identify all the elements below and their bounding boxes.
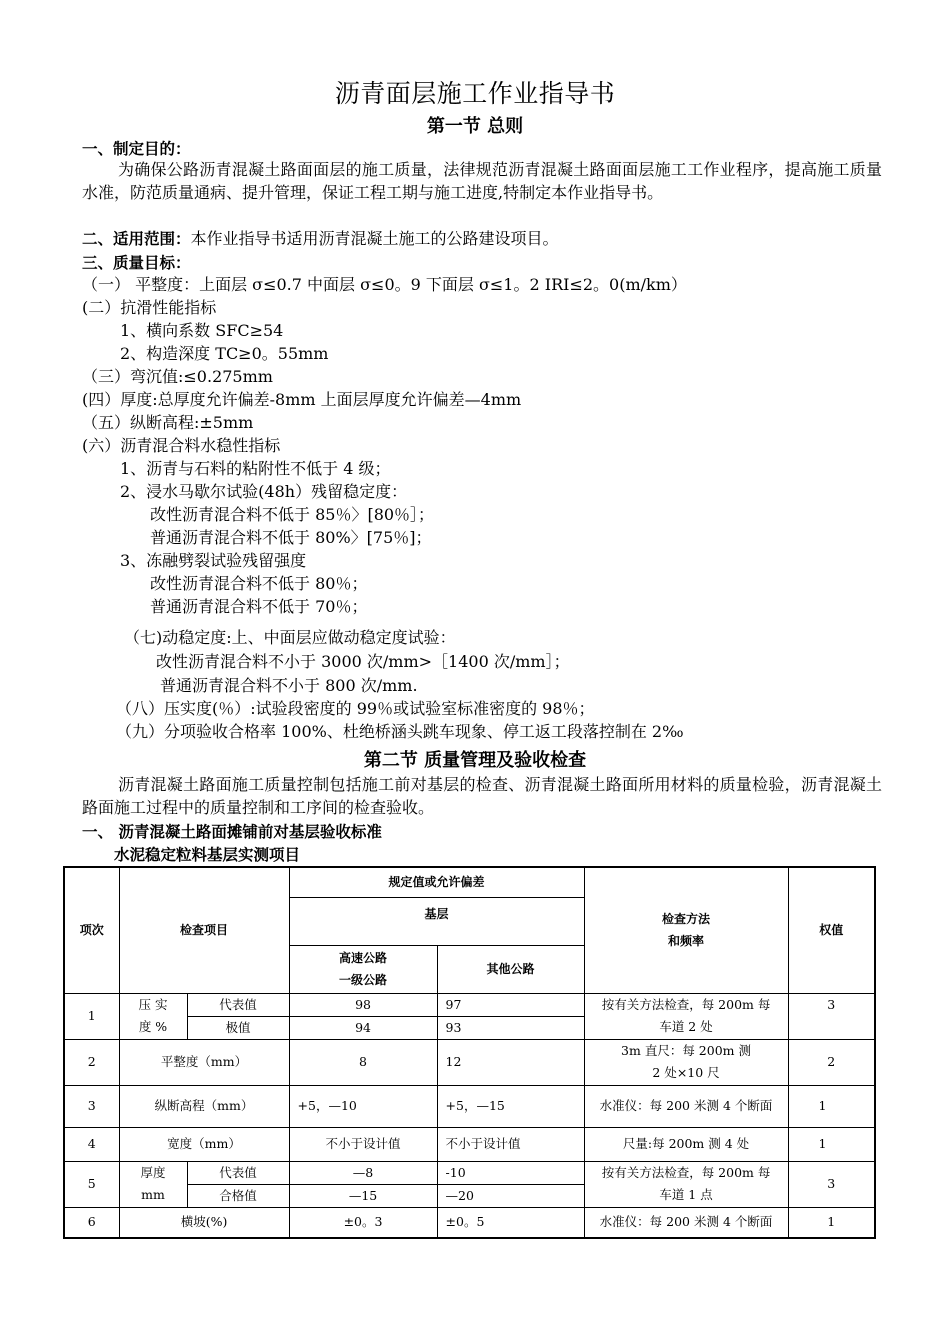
header-highway: 高速公路 一级公路 xyxy=(289,945,437,993)
table-title: 水泥稳定粒料基层实测项目 xyxy=(114,846,301,864)
target-item: （八）压实度(％）:试验段密度的 99％或试验室标准密度的 98％； xyxy=(116,699,595,718)
row-no: 4 xyxy=(64,1127,119,1161)
row-subitem: 代表值 xyxy=(187,1161,289,1184)
row-other: ±0。5 xyxy=(437,1207,584,1238)
target-item: 1、横向系数 SFC≥54 xyxy=(120,321,284,340)
row-method: 尺量:每 200m 测 4 处 xyxy=(584,1127,788,1161)
row-other: -10 xyxy=(437,1161,584,1184)
section2-heading: 第二节 质量管理及验收检查 xyxy=(363,750,587,771)
table-row xyxy=(64,993,875,1016)
target-item: 普通沥青混合料不小于 800 次/mm. xyxy=(160,676,418,695)
target-item: （九）分项验收合格率 100%、杜绝桥涵头跳车现象、停工返工段落控制在 2‰ xyxy=(116,722,684,741)
row-weight: 1 xyxy=(788,1207,875,1238)
header-item: 检查项目 xyxy=(119,867,289,993)
row-method: 按有关方法检查，每 200m 每 车道 2 处 xyxy=(584,993,788,1039)
row-method: 水准仪：每 200 米测 4 个断面 xyxy=(584,1207,788,1238)
scope-heading: 二、适用范围： xyxy=(82,230,191,248)
inspection-table xyxy=(63,866,876,1239)
purpose-heading: 一、制定目的： xyxy=(82,140,191,158)
target-item: （五）纵断高程:±5mm xyxy=(82,413,254,432)
table-row xyxy=(64,1039,875,1085)
row-other: 12 xyxy=(437,1039,584,1085)
table-row xyxy=(64,1085,875,1127)
row-method: 3m 直尺：每 200m 测 2 处×10 尺 xyxy=(584,1039,788,1085)
row-weight: 1 xyxy=(788,1085,875,1127)
row-weight: 2 xyxy=(788,1039,875,1085)
header-no: 项次 xyxy=(64,867,119,993)
row-highway: +5，—10 xyxy=(289,1085,437,1127)
target-item: (四）厚度:总厚度允许偏差-8mm 上面层厚度允许偏差—4mm xyxy=(82,390,522,409)
row-method: 按有关方法检查，每 200m 每 车道 1 点 xyxy=(584,1161,788,1207)
target-item: 改性沥青混合料不低于 85％〉[80％］； xyxy=(150,505,435,524)
row-highway: 不小于设计值 xyxy=(289,1127,437,1161)
row-item: 横坡(%) xyxy=(119,1207,289,1238)
row-weight: 3 xyxy=(788,993,875,1039)
scope-line xyxy=(82,227,559,251)
target-item: 3、冻融劈裂试验残留强度 xyxy=(120,551,307,570)
row-subitem: 代表值 xyxy=(187,993,289,1016)
row-subitem: 合格值 xyxy=(187,1184,289,1207)
row-subitem: 极值 xyxy=(187,1016,289,1039)
row-other: —20 xyxy=(437,1184,584,1207)
row-item: 厚度 mm xyxy=(119,1161,187,1207)
row-other: 不小于设计值 xyxy=(437,1127,584,1161)
header-other: 其他公路 xyxy=(437,945,584,993)
row-item: 压 实 度 % xyxy=(119,993,187,1039)
row-weight: 1 xyxy=(788,1127,875,1161)
target-item: （三）弯沉值:≤0.275mm xyxy=(82,367,273,386)
row-highway: ±0。3 xyxy=(289,1207,437,1238)
target-item: 1、沥青与石料的粘附性不低于 4 级； xyxy=(120,459,391,478)
target-item: (二）抗滑性能指标 xyxy=(82,298,217,317)
row-item: 平整度（mm） xyxy=(119,1039,289,1085)
row-highway: 94 xyxy=(289,1016,437,1039)
row-highway: 98 xyxy=(289,993,437,1016)
row-weight: 3 xyxy=(788,1161,875,1207)
table-row xyxy=(64,1161,875,1184)
row-no: 1 xyxy=(64,993,119,1039)
target-item: 改性沥青混合料不小于 3000 次/mm>［1400 次/mm］； xyxy=(156,652,570,671)
target-item: (六）沥青混合料水稳性指标 xyxy=(82,436,281,455)
document-title: 沥青面层施工作业指导书 xyxy=(334,79,616,108)
table-header-row xyxy=(64,867,875,897)
row-no: 5 xyxy=(64,1161,119,1207)
header-spec: 规定值或允许偏差 xyxy=(289,867,584,897)
target-item: 普通沥青混合料不低于 70％； xyxy=(150,597,368,616)
row-no: 2 xyxy=(64,1039,119,1085)
target-item: 2、构造深度 TC≥0。55mm xyxy=(120,344,329,363)
target-item: 普通沥青混合料不低于 80%〉[75％]； xyxy=(150,528,432,547)
purpose-text: 为确保公路沥青混凝土路面面层的施工质量，法律规范沥青混凝土路面面层施工工作业程序，提高施工质量水准，防范质量通病、提升管理，保证工程工期与施工进度,特制定本作业指导书。 xyxy=(82,160,882,202)
table-row xyxy=(64,1207,875,1238)
row-highway: 8 xyxy=(289,1039,437,1085)
row-other: +5，—15 xyxy=(437,1085,584,1127)
row-method: 水准仪：每 200 米测 4 个断面 xyxy=(584,1085,788,1127)
target-item: 改性沥青混合料不低于 80％； xyxy=(150,574,368,593)
row-item: 宽度（mm） xyxy=(119,1127,289,1161)
row-highway: —15 xyxy=(289,1184,437,1207)
header-base: 基层 xyxy=(289,897,584,945)
section1-heading: 第一节 总则 xyxy=(426,116,524,137)
row-no: 6 xyxy=(64,1207,119,1238)
row-no: 3 xyxy=(64,1085,119,1127)
section2-subheading: 一、 沥青混凝土路面摊铺前对基层验收标准 xyxy=(82,823,382,841)
target-item: （一） 平整度：上面层 σ≤0.7 中面层 σ≤0。9 下面层 σ≤1。2 IRI≤2。0(m/km） xyxy=(82,275,687,294)
row-other: 97 xyxy=(437,993,584,1016)
row-highway: —8 xyxy=(289,1161,437,1184)
target-item: （七)动稳定度:上、中面层应做动稳定度试验： xyxy=(124,628,456,647)
target-heading: 三、质量目标： xyxy=(82,254,191,272)
header-method: 检查方法 和频率 xyxy=(584,867,788,993)
section2-intro: 沥青混凝土路面施工质量控制包括施工前对基层的检查、沥青混凝土路面所用材料的质量检验，沥青混凝土路面施工过程中的质量控制和工序间的检查验收。 xyxy=(82,775,882,817)
row-other: 93 xyxy=(437,1016,584,1039)
header-weight: 权值 xyxy=(788,867,875,993)
row-item: 纵断高程（mm） xyxy=(119,1085,289,1127)
table-row xyxy=(64,1127,875,1161)
target-item: 2、浸水马歇尔试验(48h）残留稳定度： xyxy=(120,482,408,501)
scope-text: 本作业指导书适用沥青混凝土施工的公路建设项目。 xyxy=(190,229,559,248)
